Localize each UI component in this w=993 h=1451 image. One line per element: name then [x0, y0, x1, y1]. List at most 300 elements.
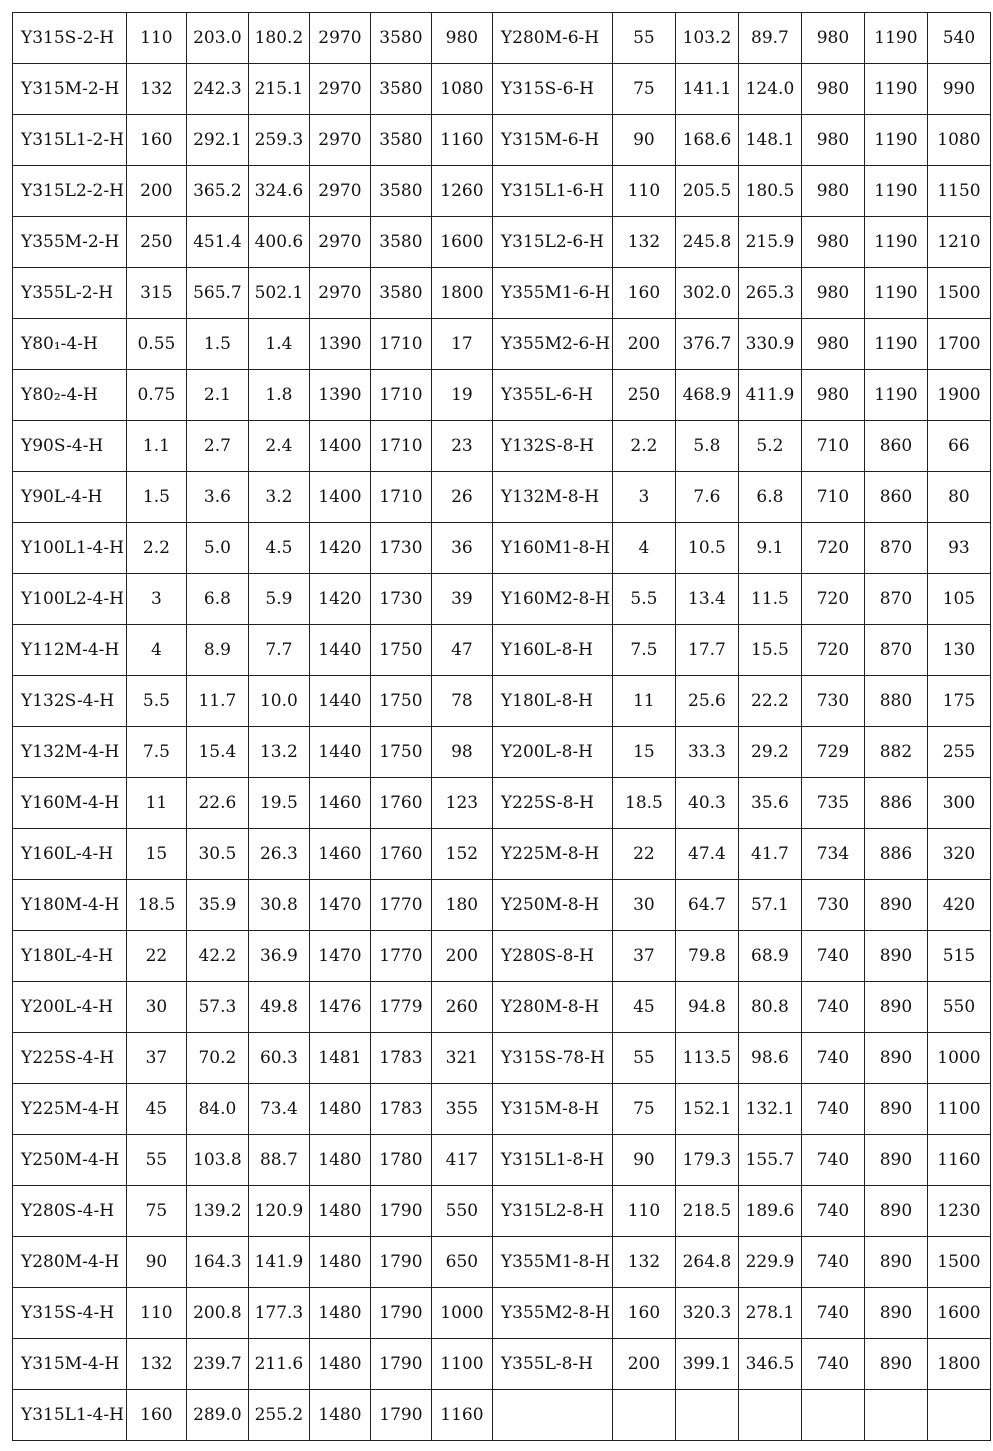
right-model-cell: Y160L-8-H — [492, 625, 612, 676]
right-frequency-speed-cell: 890 — [864, 1135, 927, 1186]
table-row — [13, 931, 991, 982]
right-speed-rpm-cell: 980 — [801, 13, 864, 64]
right-current-other-cell: 330.9 — [738, 319, 801, 370]
left-frequency-speed-cell: 1760 — [370, 829, 431, 880]
left-weight-cell: 1160 — [431, 1390, 492, 1441]
right-weight-cell — [927, 1390, 990, 1441]
left-power-kw-cell: 160 — [126, 115, 186, 166]
right-frequency-speed-cell: 870 — [864, 523, 927, 574]
right-speed-rpm-cell: 740 — [801, 1084, 864, 1135]
right-model-cell: Y355M2-8-H — [492, 1288, 612, 1339]
right-speed-rpm-cell: 735 — [801, 778, 864, 829]
right-weight-cell: 1160 — [927, 1135, 990, 1186]
right-speed-rpm-cell: 740 — [801, 1288, 864, 1339]
right-current-other-cell: 411.9 — [738, 370, 801, 421]
left-weight-cell: 39 — [431, 574, 492, 625]
left-model-cell: Y132M-4-H — [13, 727, 127, 778]
right-frequency-speed-cell: 870 — [864, 574, 927, 625]
right-weight-cell: 1700 — [927, 319, 990, 370]
left-model-cell: Y180L-4-H — [13, 931, 127, 982]
right-weight-cell: 255 — [927, 727, 990, 778]
left-model-cell: Y315L2-2-H — [13, 166, 127, 217]
left-speed-rpm-cell: 1476 — [309, 982, 370, 1033]
right-speed-rpm-cell: 720 — [801, 574, 864, 625]
left-frequency-speed-cell: 3580 — [370, 13, 431, 64]
left-current-other-cell: 7.7 — [248, 625, 309, 676]
right-frequency-speed-cell: 1190 — [864, 268, 927, 319]
right-power-kw-cell: 37 — [612, 931, 675, 982]
left-model-cell: Y315M-4-H — [13, 1339, 127, 1390]
right-model-cell: Y355L-6-H — [492, 370, 612, 421]
right-model-cell: Y280M-6-H — [492, 13, 612, 64]
left-current-380v-cell: 2.1 — [186, 370, 248, 421]
right-current-other-cell: 89.7 — [738, 13, 801, 64]
right-speed-rpm-cell: 720 — [801, 625, 864, 676]
right-power-kw-cell: 200 — [612, 1339, 675, 1390]
right-current-380v-cell: 113.5 — [675, 1033, 738, 1084]
left-model-cell: Y100L1-4-H — [13, 523, 127, 574]
right-frequency-speed-cell: 860 — [864, 472, 927, 523]
left-power-kw-cell: 160 — [126, 1390, 186, 1441]
right-current-380v-cell: 179.3 — [675, 1135, 738, 1186]
right-model-cell: Y200L-8-H — [492, 727, 612, 778]
left-speed-rpm-cell: 1480 — [309, 1084, 370, 1135]
right-model-cell: Y315M-6-H — [492, 115, 612, 166]
right-frequency-speed-cell: 1190 — [864, 64, 927, 115]
left-current-other-cell: 2.4 — [248, 421, 309, 472]
right-current-380v-cell: 320.3 — [675, 1288, 738, 1339]
right-speed-rpm-cell: 740 — [801, 1237, 864, 1288]
table-row — [13, 1237, 991, 1288]
right-current-other-cell: 148.1 — [738, 115, 801, 166]
right-power-kw-cell: 45 — [612, 982, 675, 1033]
right-power-kw-cell: 75 — [612, 1084, 675, 1135]
right-weight-cell: 175 — [927, 676, 990, 727]
right-frequency-speed-cell: 890 — [864, 880, 927, 931]
right-weight-cell: 1000 — [927, 1033, 990, 1084]
right-current-other-cell: 80.8 — [738, 982, 801, 1033]
right-current-380v-cell: 94.8 — [675, 982, 738, 1033]
left-speed-rpm-cell: 1460 — [309, 778, 370, 829]
right-power-kw-cell: 55 — [612, 13, 675, 64]
right-frequency-speed-cell: 890 — [864, 1288, 927, 1339]
right-model-cell: Y355M1-6-H — [492, 268, 612, 319]
left-weight-cell: 152 — [431, 829, 492, 880]
left-current-other-cell: 120.9 — [248, 1186, 309, 1237]
motor-spec-table — [12, 12, 991, 1441]
right-current-380v-cell: 40.3 — [675, 778, 738, 829]
left-frequency-speed-cell: 1710 — [370, 472, 431, 523]
right-power-kw-cell: 160 — [612, 1288, 675, 1339]
left-power-kw-cell: 7.5 — [126, 727, 186, 778]
right-speed-rpm-cell: 980 — [801, 64, 864, 115]
left-power-kw-cell: 110 — [126, 1288, 186, 1339]
left-power-kw-cell: 45 — [126, 1084, 186, 1135]
left-model-cell: Y160L-4-H — [13, 829, 127, 880]
right-power-kw-cell: 4 — [612, 523, 675, 574]
left-current-380v-cell: 15.4 — [186, 727, 248, 778]
left-current-other-cell: 88.7 — [248, 1135, 309, 1186]
left-frequency-speed-cell: 1783 — [370, 1084, 431, 1135]
right-power-kw-cell: 110 — [612, 166, 675, 217]
left-power-kw-cell: 200 — [126, 166, 186, 217]
right-current-380v-cell: 302.0 — [675, 268, 738, 319]
left-current-other-cell: 180.2 — [248, 13, 309, 64]
table-row — [13, 1288, 991, 1339]
right-current-other-cell: 215.9 — [738, 217, 801, 268]
left-speed-rpm-cell: 2970 — [309, 217, 370, 268]
right-frequency-speed-cell: 882 — [864, 727, 927, 778]
left-frequency-speed-cell: 1750 — [370, 676, 431, 727]
left-power-kw-cell: 315 — [126, 268, 186, 319]
right-frequency-speed-cell: 1190 — [864, 13, 927, 64]
left-current-380v-cell: 8.9 — [186, 625, 248, 676]
left-weight-cell: 1260 — [431, 166, 492, 217]
right-current-380v-cell: 168.6 — [675, 115, 738, 166]
right-model-cell: Y132S-8-H — [492, 421, 612, 472]
left-speed-rpm-cell: 1481 — [309, 1033, 370, 1084]
left-model-cell: Y112M-4-H — [13, 625, 127, 676]
left-weight-cell: 260 — [431, 982, 492, 1033]
left-current-other-cell: 1.8 — [248, 370, 309, 421]
right-speed-rpm-cell: 730 — [801, 676, 864, 727]
left-speed-rpm-cell: 1480 — [309, 1339, 370, 1390]
left-power-kw-cell: 1.5 — [126, 472, 186, 523]
left-model-cell: Y355L-2-H — [13, 268, 127, 319]
right-power-kw-cell: 90 — [612, 1135, 675, 1186]
left-weight-cell: 321 — [431, 1033, 492, 1084]
right-weight-cell: 1080 — [927, 115, 990, 166]
left-frequency-speed-cell: 1779 — [370, 982, 431, 1033]
table-row — [13, 1135, 991, 1186]
right-current-380v-cell: 141.1 — [675, 64, 738, 115]
right-weight-cell: 540 — [927, 13, 990, 64]
right-power-kw-cell: 90 — [612, 115, 675, 166]
left-weight-cell: 26 — [431, 472, 492, 523]
left-model-cell: Y225M-4-H — [13, 1084, 127, 1135]
right-speed-rpm-cell: 734 — [801, 829, 864, 880]
table-row — [13, 1084, 991, 1135]
left-power-kw-cell: 11 — [126, 778, 186, 829]
left-speed-rpm-cell: 1440 — [309, 727, 370, 778]
right-speed-rpm-cell: 720 — [801, 523, 864, 574]
left-weight-cell: 1600 — [431, 217, 492, 268]
right-current-380v-cell: 468.9 — [675, 370, 738, 421]
right-current-other-cell: 68.9 — [738, 931, 801, 982]
left-model-cell: Y100L2-4-H — [13, 574, 127, 625]
left-power-kw-cell: 75 — [126, 1186, 186, 1237]
right-weight-cell: 1900 — [927, 370, 990, 421]
right-power-kw-cell: 22 — [612, 829, 675, 880]
right-current-380v-cell: 10.5 — [675, 523, 738, 574]
right-power-kw-cell: 200 — [612, 319, 675, 370]
left-current-380v-cell: 200.8 — [186, 1288, 248, 1339]
right-current-other-cell: 180.5 — [738, 166, 801, 217]
left-frequency-speed-cell: 1770 — [370, 931, 431, 982]
left-frequency-speed-cell: 1790 — [370, 1186, 431, 1237]
left-frequency-speed-cell: 1760 — [370, 778, 431, 829]
right-speed-rpm-cell: 980 — [801, 370, 864, 421]
right-model-cell: Y315L1-8-H — [492, 1135, 612, 1186]
left-weight-cell: 1800 — [431, 268, 492, 319]
right-power-kw-cell: 30 — [612, 880, 675, 931]
left-current-380v-cell: 103.8 — [186, 1135, 248, 1186]
right-speed-rpm-cell: 710 — [801, 421, 864, 472]
left-current-380v-cell: 5.0 — [186, 523, 248, 574]
right-power-kw-cell: 55 — [612, 1033, 675, 1084]
left-speed-rpm-cell: 1440 — [309, 625, 370, 676]
right-weight-cell: 990 — [927, 64, 990, 115]
left-frequency-speed-cell: 3580 — [370, 217, 431, 268]
left-model-cell: Y315S-2-H — [13, 13, 127, 64]
right-power-kw-cell: 2.2 — [612, 421, 675, 472]
left-frequency-speed-cell: 3580 — [370, 64, 431, 115]
left-current-other-cell: 5.9 — [248, 574, 309, 625]
right-frequency-speed-cell: 1190 — [864, 319, 927, 370]
left-frequency-speed-cell: 1730 — [370, 574, 431, 625]
left-frequency-speed-cell: 1750 — [370, 727, 431, 778]
right-model-cell: Y180L-8-H — [492, 676, 612, 727]
right-current-other-cell: 132.1 — [738, 1084, 801, 1135]
right-model-cell: Y315M-8-H — [492, 1084, 612, 1135]
left-power-kw-cell: 1.1 — [126, 421, 186, 472]
left-model-cell: Y80₁-4-H — [13, 319, 127, 370]
right-frequency-speed-cell: 890 — [864, 1084, 927, 1135]
right-current-380v-cell: 13.4 — [675, 574, 738, 625]
left-power-kw-cell: 132 — [126, 1339, 186, 1390]
left-speed-rpm-cell: 1470 — [309, 931, 370, 982]
right-power-kw-cell: 160 — [612, 268, 675, 319]
right-speed-rpm-cell: 740 — [801, 1033, 864, 1084]
right-current-380v-cell: 7.6 — [675, 472, 738, 523]
left-current-other-cell: 19.5 — [248, 778, 309, 829]
table-row — [13, 13, 991, 64]
right-speed-rpm-cell: 710 — [801, 472, 864, 523]
right-model-cell: Y250M-8-H — [492, 880, 612, 931]
left-weight-cell: 550 — [431, 1186, 492, 1237]
left-model-cell: Y315L1-2-H — [13, 115, 127, 166]
left-speed-rpm-cell: 2970 — [309, 166, 370, 217]
left-model-cell: Y90L-4-H — [13, 472, 127, 523]
left-model-cell: Y200L-4-H — [13, 982, 127, 1033]
table-row — [13, 676, 991, 727]
left-current-other-cell: 4.5 — [248, 523, 309, 574]
left-current-other-cell: 60.3 — [248, 1033, 309, 1084]
left-current-other-cell: 30.8 — [248, 880, 309, 931]
right-speed-rpm-cell: 740 — [801, 982, 864, 1033]
left-power-kw-cell: 55 — [126, 1135, 186, 1186]
left-model-cell: Y90S-4-H — [13, 421, 127, 472]
right-weight-cell: 130 — [927, 625, 990, 676]
left-speed-rpm-cell: 1400 — [309, 472, 370, 523]
left-weight-cell: 1160 — [431, 115, 492, 166]
right-power-kw-cell: 11 — [612, 676, 675, 727]
right-model-cell: Y280S-8-H — [492, 931, 612, 982]
left-frequency-speed-cell: 1750 — [370, 625, 431, 676]
table-row — [13, 370, 991, 421]
right-current-380v-cell: 218.5 — [675, 1186, 738, 1237]
table-row — [13, 727, 991, 778]
right-current-other-cell: 41.7 — [738, 829, 801, 880]
right-frequency-speed-cell: 1190 — [864, 217, 927, 268]
right-frequency-speed-cell: 886 — [864, 778, 927, 829]
right-model-cell: Y315S-6-H — [492, 64, 612, 115]
left-current-other-cell: 26.3 — [248, 829, 309, 880]
table-row — [13, 1033, 991, 1084]
right-weight-cell: 1210 — [927, 217, 990, 268]
right-current-other-cell: 229.9 — [738, 1237, 801, 1288]
left-weight-cell: 180 — [431, 880, 492, 931]
right-frequency-speed-cell: 880 — [864, 676, 927, 727]
left-weight-cell: 1100 — [431, 1339, 492, 1390]
right-current-380v-cell: 376.7 — [675, 319, 738, 370]
right-power-kw-cell: 15 — [612, 727, 675, 778]
right-model-cell — [492, 1390, 612, 1441]
right-weight-cell: 550 — [927, 982, 990, 1033]
right-power-kw-cell: 3 — [612, 472, 675, 523]
right-current-other-cell: 11.5 — [738, 574, 801, 625]
table-row — [13, 880, 991, 931]
right-model-cell: Y225S-8-H — [492, 778, 612, 829]
right-current-other-cell: 265.3 — [738, 268, 801, 319]
right-current-other-cell: 5.2 — [738, 421, 801, 472]
left-speed-rpm-cell: 1480 — [309, 1237, 370, 1288]
left-current-380v-cell: 35.9 — [186, 880, 248, 931]
left-frequency-speed-cell: 1730 — [370, 523, 431, 574]
right-weight-cell: 1500 — [927, 1237, 990, 1288]
left-current-other-cell: 1.4 — [248, 319, 309, 370]
right-current-380v-cell: 79.8 — [675, 931, 738, 982]
left-current-380v-cell: 565.7 — [186, 268, 248, 319]
left-current-other-cell: 10.0 — [248, 676, 309, 727]
left-speed-rpm-cell: 1400 — [309, 421, 370, 472]
right-weight-cell: 1600 — [927, 1288, 990, 1339]
left-current-other-cell: 36.9 — [248, 931, 309, 982]
right-weight-cell: 80 — [927, 472, 990, 523]
left-model-cell: Y250M-4-H — [13, 1135, 127, 1186]
right-current-380v-cell: 64.7 — [675, 880, 738, 931]
left-weight-cell: 36 — [431, 523, 492, 574]
right-current-380v-cell: 25.6 — [675, 676, 738, 727]
left-frequency-speed-cell: 1770 — [370, 880, 431, 931]
right-power-kw-cell: 18.5 — [612, 778, 675, 829]
left-power-kw-cell: 132 — [126, 64, 186, 115]
right-power-kw-cell: 250 — [612, 370, 675, 421]
right-current-other-cell: 98.6 — [738, 1033, 801, 1084]
right-current-other-cell: 346.5 — [738, 1339, 801, 1390]
left-speed-rpm-cell: 2970 — [309, 115, 370, 166]
left-frequency-speed-cell: 3580 — [370, 115, 431, 166]
left-frequency-speed-cell: 1710 — [370, 370, 431, 421]
left-speed-rpm-cell: 1390 — [309, 370, 370, 421]
right-weight-cell: 1150 — [927, 166, 990, 217]
left-power-kw-cell: 5.5 — [126, 676, 186, 727]
left-power-kw-cell: 0.75 — [126, 370, 186, 421]
left-weight-cell: 47 — [431, 625, 492, 676]
left-weight-cell: 650 — [431, 1237, 492, 1288]
right-frequency-speed-cell: 890 — [864, 1237, 927, 1288]
right-frequency-speed-cell: 1190 — [864, 370, 927, 421]
right-current-380v-cell: 205.5 — [675, 166, 738, 217]
left-frequency-speed-cell: 1790 — [370, 1288, 431, 1339]
right-weight-cell: 66 — [927, 421, 990, 472]
right-power-kw-cell: 5.5 — [612, 574, 675, 625]
left-weight-cell: 1080 — [431, 64, 492, 115]
table-body — [13, 13, 991, 1441]
right-frequency-speed-cell: 890 — [864, 1186, 927, 1237]
left-frequency-speed-cell: 1710 — [370, 319, 431, 370]
left-current-other-cell: 259.3 — [248, 115, 309, 166]
right-model-cell: Y160M1-8-H — [492, 523, 612, 574]
left-current-other-cell: 3.2 — [248, 472, 309, 523]
left-weight-cell: 355 — [431, 1084, 492, 1135]
left-speed-rpm-cell: 2970 — [309, 64, 370, 115]
right-frequency-speed-cell: 860 — [864, 421, 927, 472]
left-current-380v-cell: 84.0 — [186, 1084, 248, 1135]
table-row — [13, 982, 991, 1033]
right-current-other-cell: 155.7 — [738, 1135, 801, 1186]
left-weight-cell: 417 — [431, 1135, 492, 1186]
right-current-other-cell: 35.6 — [738, 778, 801, 829]
left-current-380v-cell: 11.7 — [186, 676, 248, 727]
left-speed-rpm-cell: 1480 — [309, 1135, 370, 1186]
right-model-cell: Y355L-8-H — [492, 1339, 612, 1390]
left-current-380v-cell: 164.3 — [186, 1237, 248, 1288]
left-frequency-speed-cell: 1790 — [370, 1237, 431, 1288]
right-current-other-cell: 29.2 — [738, 727, 801, 778]
right-model-cell: Y315L2-8-H — [492, 1186, 612, 1237]
right-frequency-speed-cell: 1190 — [864, 166, 927, 217]
left-speed-rpm-cell: 1480 — [309, 1186, 370, 1237]
left-speed-rpm-cell: 1460 — [309, 829, 370, 880]
right-frequency-speed-cell: 1190 — [864, 115, 927, 166]
left-power-kw-cell: 22 — [126, 931, 186, 982]
table-row — [13, 829, 991, 880]
left-speed-rpm-cell: 1390 — [309, 319, 370, 370]
left-model-cell: Y225S-4-H — [13, 1033, 127, 1084]
left-current-380v-cell: 70.2 — [186, 1033, 248, 1084]
right-speed-rpm-cell: 730 — [801, 880, 864, 931]
right-speed-rpm-cell: 740 — [801, 1186, 864, 1237]
left-power-kw-cell: 3 — [126, 574, 186, 625]
right-speed-rpm-cell: 740 — [801, 1135, 864, 1186]
left-frequency-speed-cell: 1780 — [370, 1135, 431, 1186]
table-row — [13, 778, 991, 829]
right-speed-rpm-cell: 729 — [801, 727, 864, 778]
left-speed-rpm-cell: 1480 — [309, 1390, 370, 1441]
right-model-cell: Y315L2-6-H — [492, 217, 612, 268]
right-weight-cell: 1100 — [927, 1084, 990, 1135]
left-current-other-cell: 177.3 — [248, 1288, 309, 1339]
left-current-other-cell: 13.2 — [248, 727, 309, 778]
right-model-cell: Y132M-8-H — [492, 472, 612, 523]
right-weight-cell: 1500 — [927, 268, 990, 319]
left-model-cell: Y160M-4-H — [13, 778, 127, 829]
right-power-kw-cell: 75 — [612, 64, 675, 115]
left-power-kw-cell: 18.5 — [126, 880, 186, 931]
left-power-kw-cell: 2.2 — [126, 523, 186, 574]
left-weight-cell: 98 — [431, 727, 492, 778]
left-current-380v-cell: 451.4 — [186, 217, 248, 268]
left-current-other-cell: 255.2 — [248, 1390, 309, 1441]
left-frequency-speed-cell: 1710 — [370, 421, 431, 472]
table-row — [13, 64, 991, 115]
right-speed-rpm-cell: 740 — [801, 931, 864, 982]
right-current-380v-cell: 17.7 — [675, 625, 738, 676]
left-current-380v-cell: 203.0 — [186, 13, 248, 64]
left-weight-cell: 1000 — [431, 1288, 492, 1339]
table-row — [13, 1390, 991, 1441]
